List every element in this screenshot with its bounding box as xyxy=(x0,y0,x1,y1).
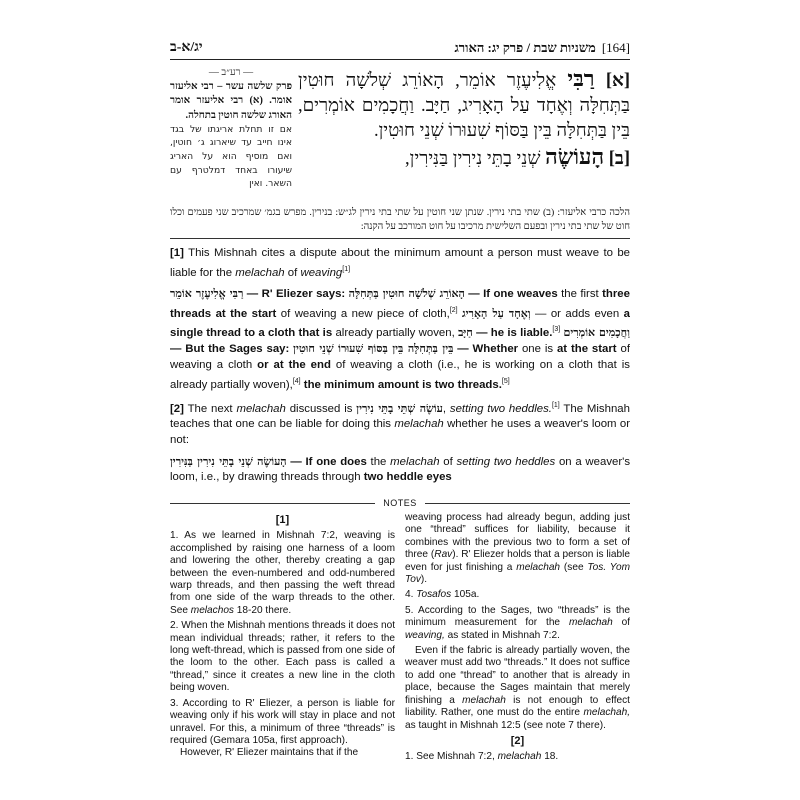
text-run: melachah xyxy=(390,455,440,468)
notes-heading: [1] xyxy=(275,514,290,526)
text-run: or at the end xyxy=(257,358,331,371)
text-run: of weaving a new piece of cloth, xyxy=(280,307,450,320)
note-item xyxy=(405,512,630,586)
note-item xyxy=(405,645,630,732)
text-run: of weaving a cloth xyxy=(170,343,630,371)
footnote-ref: [2] xyxy=(449,306,458,314)
mishnah-opening-word-2: הָעוֹשֶׂה xyxy=(545,144,605,169)
text-run: 105a. xyxy=(454,589,480,601)
hebrew-phrase: וְאֶחָד עַל הָאָרִיג xyxy=(462,306,531,320)
text-run: The next xyxy=(187,402,233,415)
text-run: — he is liable. xyxy=(476,326,553,339)
text-run: a single thread to a cloth that is xyxy=(170,307,630,339)
paragraph-number: [2] xyxy=(170,402,184,415)
footnote-ref: [4] xyxy=(292,377,301,385)
note-item xyxy=(405,605,630,642)
text-run: on a weaver's loom, i.e., by drawing threads through xyxy=(170,455,630,484)
note-item xyxy=(170,698,395,748)
text-run: as taught in Mishnah 12:5 (see note 7 there). xyxy=(405,719,606,731)
text-run: the xyxy=(370,455,387,468)
english-paragraph-2 xyxy=(170,286,630,393)
page-number: [164] xyxy=(601,40,630,55)
notes-divider xyxy=(170,497,630,509)
hebrew-phrase: חַיָּב xyxy=(458,325,473,339)
notes-heading: [2] xyxy=(510,734,525,747)
text-run: — R' Eliezer says: xyxy=(246,287,346,300)
text-run: melachah xyxy=(516,561,561,573)
running-title: משניות שבת / פרק יג: האורג xyxy=(454,40,596,55)
english-translation xyxy=(170,246,630,491)
commentary-continuation: הלכה כרבי אליעזר: (ב) שתי בתי נירין. שנתן שני חוטין על שתי בתי נירין לג״ש: בנירין. מפרש בגמ׳ שמרכיב שני פעמים וכלו חוט של שתי בתי נירין ובפעם השלישית מרכיבו על חוט המורכב על הקנה: xyxy=(170,206,630,239)
text-run: Even if the fabric is already partially woven, the weaver must add two “threads.” It does not suffice to add one “thread” to another that is already in place, because the Sages maintain that merely finishing a xyxy=(405,645,630,706)
mishnah-label-1: [א] xyxy=(605,71,630,91)
text-run: melachah xyxy=(462,694,506,706)
text-run: weaving process had already begun, adding just one “thread” suffices for liability, because it combines with the previous two to form a set of three ( xyxy=(405,512,630,561)
text-run: 3. According to R' Eliezer, a person is liable for weaving only if his work will stay in place and not unravel. For this, a minimum of three “threads” is required (Gemara 105a, first approach). xyxy=(170,697,395,746)
text-run: The Mishnah teaches that one can be liable for doing this xyxy=(170,402,630,431)
text-run: weaving xyxy=(300,266,343,279)
text-run: — But the Sages say: xyxy=(170,343,290,356)
text-run: setting two heddles xyxy=(456,455,556,468)
text-run: 18-20 there. xyxy=(236,604,292,616)
mishnah-paragraph-2 xyxy=(298,144,630,172)
divider-line xyxy=(425,503,630,504)
english-paragraph-3: [2] The next melachah discussed is עוֹשֶׂה שְׁתֵּי בָתֵּי נִירִין, setting two heddles.[1] The Mishnah teaches that one can be liable for doing this melachah whether he uses a weaver's loom or not: xyxy=(170,401,630,446)
commentary-heading: פרק שלשה עשר – רבי אליעזר אומר. (א) רבי אליעזר אומר האורג שלשה חוטין בתחלה. xyxy=(170,81,292,121)
hebrew-phrase: רַבִּי אֱלִיעֶזֶר אוֹמֵר xyxy=(170,286,244,300)
divider-line xyxy=(170,503,375,504)
text-run: whether he uses a weaver's loom or not: xyxy=(170,418,630,446)
header-right xyxy=(454,40,630,56)
text-run: is not enough to effect liability. Rather, one must do the entire xyxy=(405,694,630,719)
footnote-ref: [1] xyxy=(551,401,560,409)
text-run: setting two heddles. xyxy=(449,402,552,415)
notes-column-left xyxy=(170,512,395,767)
text-run: — or adds even xyxy=(535,307,620,320)
mishnah-opening-word-1: רַבִּי xyxy=(567,66,595,91)
text-run: weaving, xyxy=(405,629,445,641)
text-run: 5. According to the Sages, two “threads” is the minimum measurement for the xyxy=(405,604,630,629)
paragraph-number: [1] xyxy=(170,247,184,259)
text-run: ). xyxy=(420,574,428,586)
text-run: melachah xyxy=(236,402,286,415)
text-run: one is xyxy=(521,343,554,356)
text-run: melachah, xyxy=(583,707,630,719)
english-paragraph-1 xyxy=(170,246,630,281)
footnote-ref: [3] xyxy=(552,325,561,333)
notes-section xyxy=(170,512,630,767)
running-header xyxy=(170,34,630,60)
text-run: the first xyxy=(561,287,599,300)
mishnah-body-1: אֱלִיעֶזֶר אוֹמֵר, הָאוֹרֵג שְׁלֹשָׁה חוּטִין בַּתְּחִלָּה וְאֶחָד עַל הָאָרִיג, חַיָּב. וַחֲכָמִים אוֹמְרִים, בֵּין בַּתְּחִלָּה בֵּין בַּסּוֹף שִׁעוּרוֹ שְׁנֵי חוּטִין. xyxy=(298,71,630,141)
mishnah-text xyxy=(298,66,630,172)
text-run: discussed is xyxy=(289,402,353,415)
commentary-text: אם זו תחלת אריגתו של בגד אינו חייב עד שיארוג ג׳ חוטין, ואם מוסיף הוא על האריג שיעורו באחד דמלטרף עם השאר. ואין xyxy=(170,123,292,190)
text-run: of xyxy=(621,617,630,629)
footnote-ref: [5] xyxy=(501,377,510,385)
text-run: melachah xyxy=(497,751,542,763)
text-run: 1. As we learned in Mishnah 7:2, weaving is accomplished by raising one harness of a loom and lowering the other, thereby creating a gap between the even-numbered and odd-numbered warp threads, and then passing the weft thread from one side of the warp threads to the other. See xyxy=(170,530,395,616)
chapter-reference: יג/א-ב xyxy=(170,40,203,55)
text-run: ). R' Eliezer holds that a person is liable even for just finishing a xyxy=(405,549,630,573)
text-run: melachah xyxy=(394,418,444,431)
text-run: 4. xyxy=(405,589,414,601)
hebrew-phrase: וַחֲכָמִים אוֹמְרִים xyxy=(563,325,630,339)
text-run: melachah xyxy=(568,617,613,629)
hebrew-phrase: הָאוֹרֵג שְׁלֹשָׁה חוּטִין בַּתְּחִלָּה xyxy=(348,286,465,300)
text-run: — If one weaves xyxy=(468,287,558,300)
text-run: already partially woven, xyxy=(335,326,455,339)
hebrew-phrase: הָעוֹשֶׂה שְׁנֵי בָתֵּי נִירִין בַּנִּירִין xyxy=(170,454,287,468)
text-run: Rav xyxy=(434,549,453,561)
mishnah-paragraph-1 xyxy=(298,66,630,144)
commentary-separator: — רע״ב — xyxy=(208,67,254,78)
text-run: This Mishnah cites a dispute about the minimum amount a person must weave to be liable for the xyxy=(170,247,630,279)
text-run: at the start xyxy=(556,343,617,356)
notes-label: NOTES xyxy=(383,498,417,508)
mishnah-body-2: שְׁנֵי בָתֵּי נִירִין בַּנִּירִין, xyxy=(405,149,541,169)
book-page xyxy=(170,34,630,774)
text-run: (see xyxy=(563,561,584,573)
text-run: of xyxy=(287,266,298,279)
hebrew-phrase: בֵּין בַּתְּחִלָּה בֵּין בַּסּוֹף שִׁעוּרוֹ שְׁנֵי חוּטִין xyxy=(293,342,454,356)
text-run: Tos. Yom Tov xyxy=(405,561,630,586)
note-item xyxy=(405,751,630,763)
note-item xyxy=(405,589,630,601)
mishnah-label-2: [ב] xyxy=(608,149,630,169)
text-run: as stated in Mishnah 7:2. xyxy=(447,629,560,641)
note-item: However, R' Eliezer maintains that if the xyxy=(180,747,359,759)
footnote-ref: [1] xyxy=(342,265,351,273)
hebrew-phrase: עוֹשֶׂה שְׁתֵּי בָתֵּי נִירִין xyxy=(356,401,443,415)
english-paragraph-4 xyxy=(170,454,630,486)
text-run: melachah xyxy=(235,266,285,279)
text-run: Tosafos xyxy=(416,589,452,601)
text-run: — If one does xyxy=(290,455,367,468)
text-run: 18. xyxy=(544,751,559,763)
note-item: 2. When the Mishnah mentions threads it does not mean individual threads; rather, it refers to the long weft-thread, which is passed from one side of the loom to the other. Each pass is called a “thread,” since it creates a new line in the cloth being woven. xyxy=(170,620,395,694)
text-run: three threads at the start xyxy=(170,287,630,320)
commentary-column xyxy=(170,66,292,191)
notes-column-right xyxy=(405,512,630,767)
text-run: melachos xyxy=(190,604,234,616)
text-run: of weaving a cloth (i.e., he is working on a cloth that is already partially woven), xyxy=(170,358,630,391)
text-run: — Whether xyxy=(457,343,519,356)
text-run: two heddle eyes xyxy=(363,471,452,484)
text-run: the minimum amount is two threads. xyxy=(303,378,502,391)
text-run: 1. See Mishnah 7:2, xyxy=(405,751,495,763)
note-item xyxy=(170,530,395,617)
text-run: of xyxy=(443,455,453,468)
